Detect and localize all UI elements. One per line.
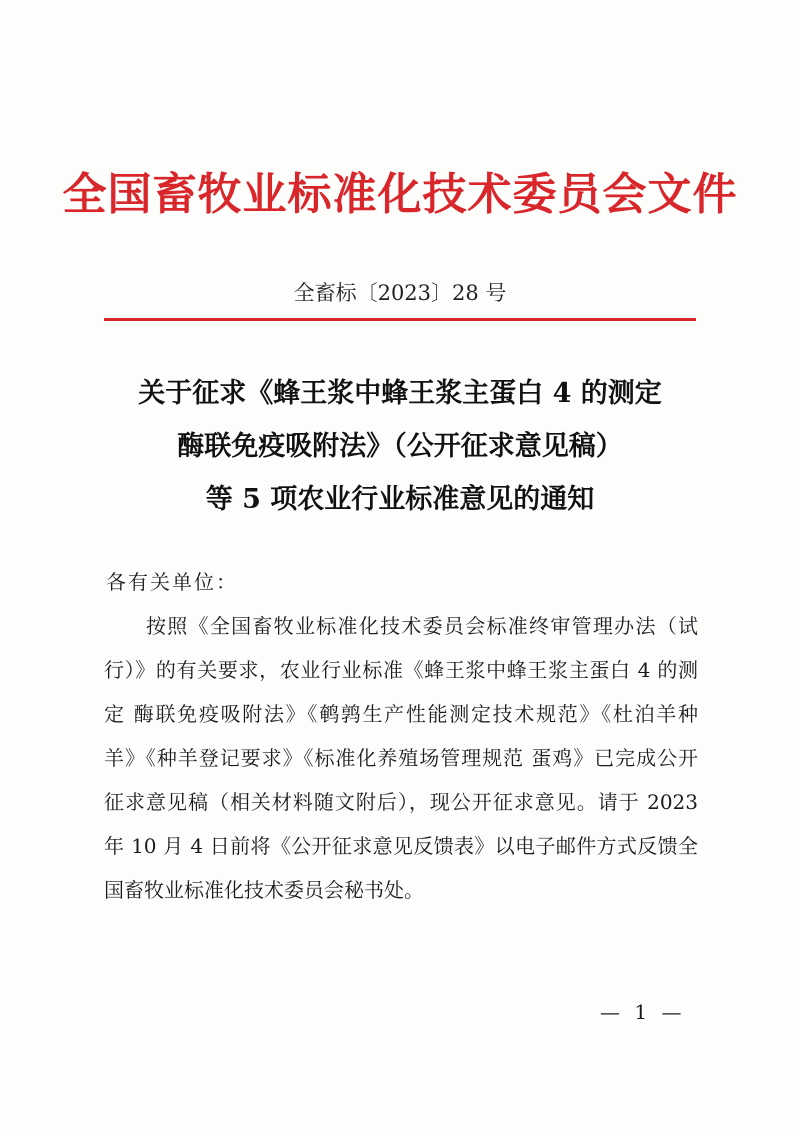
body-paragraph [104,604,698,912]
body-line: 国畜牧业标准化技术委员会秘书处。 [104,878,424,902]
title-line: 等 5 项农业行业标准意见的通知 [205,484,595,515]
red-divider-rule [104,318,696,321]
body-line: 定 酶联免疫吸附法》《鹌鹑生产性能测定技术规范》《杜泊羊种 [104,702,698,726]
page-number: — 1 — [600,1000,686,1024]
body-line: 行）》的有关要求，农业行业标准《蜂王浆中蜂王浆主蛋白 4 的测 [104,658,698,682]
body-line: 征求意见稿（相关材料随文附后），现公开征求意见。请于 2023 [104,790,698,814]
body-line: 羊》《种羊登记要求》《标准化养殖场管理规范 蛋鸡》已完成公开 [104,746,698,770]
body-line: 年 10 月 4 日前将《公开征求意见反馈表》以电子邮件方式反馈全 [104,834,698,858]
salutation: 各有关单位： [106,570,238,594]
document-number: 全畜标〔2023〕28 号 [293,281,507,305]
title-line: 关于征求《蜂王浆中蜂王浆主蛋白 4 的测定 [138,378,662,409]
title-line: 酶联免疫吸附法》（公开征求意见稿） [177,431,623,462]
body-line: 按照《全国畜牧业标准化技术委员会标准终审管理办法（试 [146,614,698,638]
notice-title [0,367,800,526]
letterhead-title: 全国畜牧业标准化技术委员会文件 [62,169,738,220]
